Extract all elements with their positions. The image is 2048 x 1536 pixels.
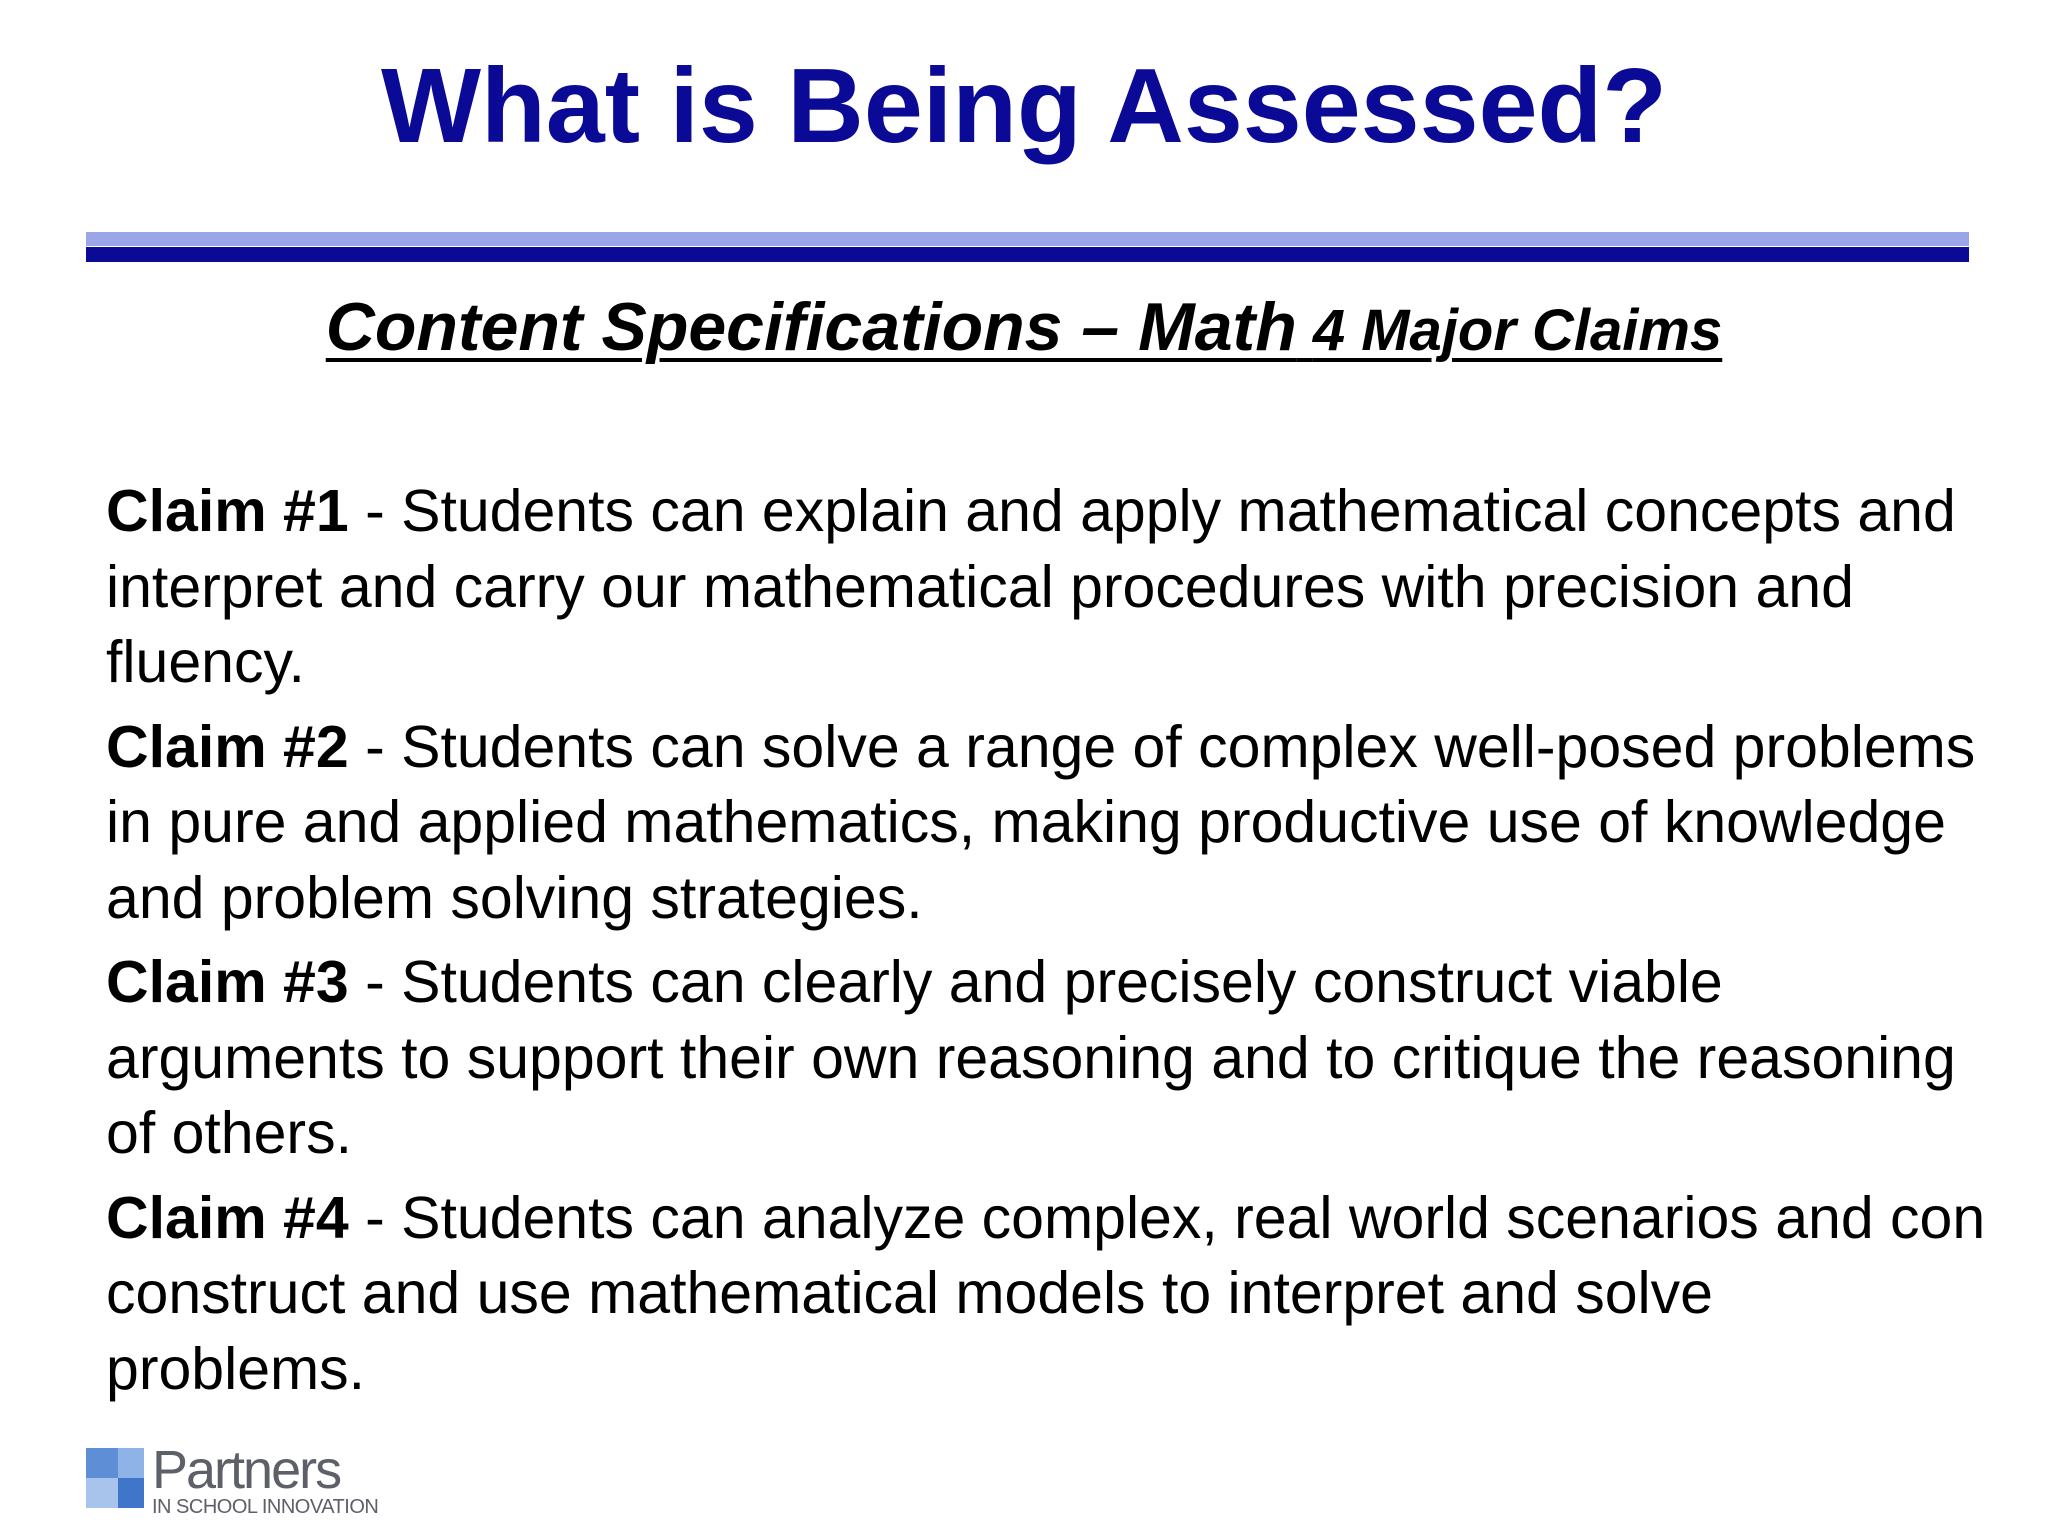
title-divider-light xyxy=(86,232,1969,246)
claim-1-label: Claim #1 xyxy=(106,478,349,544)
claim-1-text: - Students can explain and apply mathematical concepts and interpret and carry our mathematical procedures with precision and fluency. xyxy=(106,478,1956,695)
claims-list xyxy=(106,474,1986,1416)
slide-subtitle xyxy=(0,288,2048,385)
claim-2-label: Claim #2 xyxy=(106,713,349,780)
claim-4-text: - Students can analyze complex, real world scenarios and con construct and use mathematical models to interpret and solve problems. xyxy=(106,1184,1986,1402)
subtitle-main: Content Specifications – Math xyxy=(325,289,1297,365)
logo-wordmark: Partners xyxy=(152,1440,341,1500)
slide-title: What is Being Assessed? xyxy=(380,47,1668,165)
claim-1 xyxy=(106,474,1986,701)
claim-2 xyxy=(106,710,1986,937)
claim-3-text: - Students can clearly and precisely construct viable arguments to support their own reasoning and to critique the reasoning of others. xyxy=(106,949,1956,1166)
title-divider-dark xyxy=(86,247,1969,262)
claim-4 xyxy=(106,1181,1986,1408)
claim-3-label: Claim #3 xyxy=(106,949,349,1015)
logo-squares-icon xyxy=(86,1448,146,1510)
claim-2-text: - Students can solve a range of complex well-posed problems in pure and applied mathematics, making productive use of knowledge and problem solving strategies. xyxy=(106,713,1976,931)
logo-tagline: IN SCHOOL INNOVATION xyxy=(152,1496,379,1518)
claim-4-label: Claim #4 xyxy=(106,1184,349,1251)
subtitle-claims-count: 4 Major Claims xyxy=(1312,298,1723,363)
partners-logo xyxy=(86,1440,386,1518)
claim-3 xyxy=(106,945,1986,1172)
